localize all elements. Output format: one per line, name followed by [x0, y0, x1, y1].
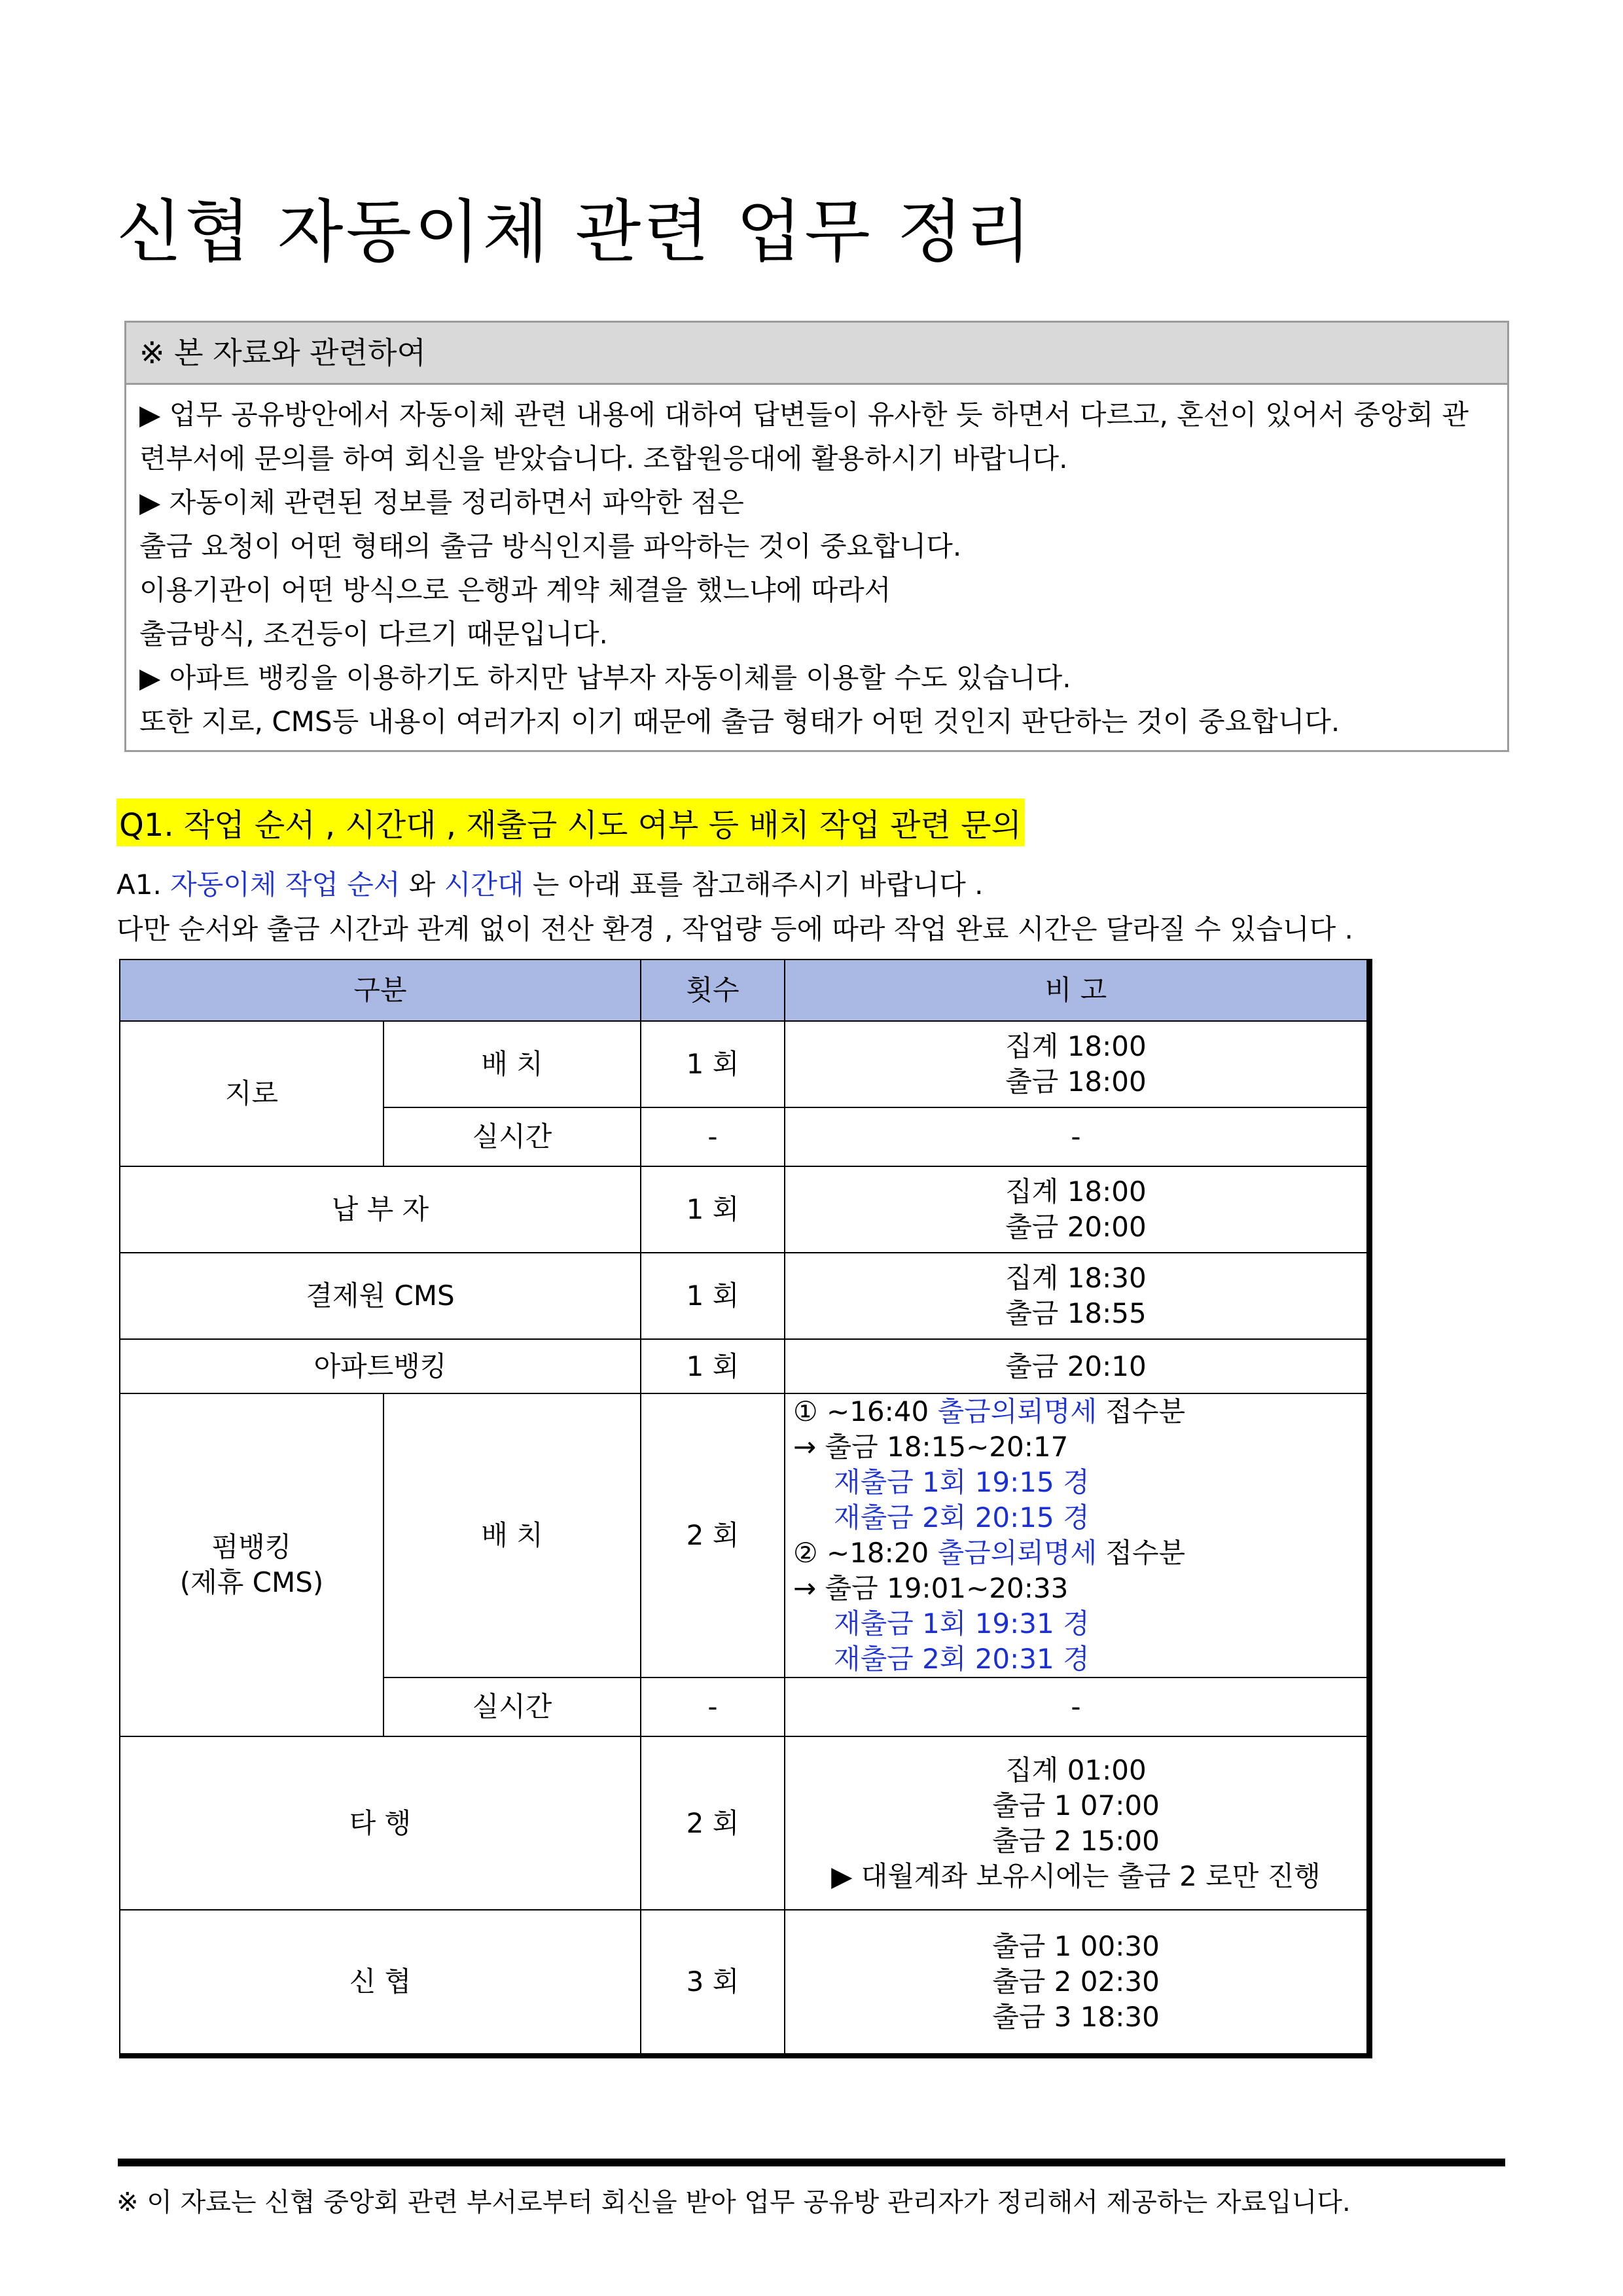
footer-note: ※ 이 자료는 신협 중앙회 관련 부서로부터 회신을 받아 업무 공유방 관리자가 정리해서 제공하는 자료입니다.: [116, 2187, 1351, 2217]
note-line: ▶ 대월계좌 보유시에는 출금 2 로만 진행: [831, 1859, 1321, 1892]
apt-count: 1 회: [641, 1339, 785, 1393]
table-row: [120, 1736, 1367, 1910]
note-line: 재출금 1회 19:31 경: [834, 1607, 1090, 1640]
notice-line: 또한 지로, CMS등 내용이 여러가지 이기 때문에 출금 형태가 어떤 것인지 판단하는 것이 중요합니다.: [139, 706, 1340, 738]
notice-line: ▶ 자동이체 관련된 정보를 정리하면서 파악한 점은: [139, 486, 744, 518]
firm-batch-count: 2 회: [641, 1393, 785, 1677]
tahaeng-note: [785, 1736, 1367, 1910]
header-note: 비 고: [785, 960, 1367, 1021]
answer-mid: 와: [400, 869, 444, 901]
note-line: 출금 3 18:30: [992, 2001, 1160, 2033]
note-line: 재출금 2회 20:15 경: [834, 1501, 1090, 1534]
footer-divider: [118, 2159, 1505, 2166]
firm-realtime-note: -: [785, 1677, 1367, 1736]
firm-realtime: 실시간: [383, 1677, 641, 1736]
schedule-table: [119, 959, 1368, 2054]
note-text: 접수분: [1097, 1395, 1186, 1427]
note-line: [793, 1535, 1366, 1571]
kyulje-label: 결제원 CMS: [120, 1253, 641, 1339]
notice-line: 출금방식, 조건등이 다르기 때문입니다.: [139, 618, 608, 650]
notice-box: [124, 321, 1509, 752]
note-highlight: 출금의뢰명세: [937, 1395, 1097, 1427]
note-line: 출금 1 00:30: [992, 1930, 1160, 1962]
tahaeng-count: 2 회: [641, 1736, 785, 1910]
table-shadow-right: [1368, 959, 1372, 2058]
header-count: 횟수: [641, 960, 785, 1021]
notice-line: ▶ 업무 공유방안에서 자동이체 관련 내용에 대하여 답변들이 유사한 듯 하면서 다르고, 혼선이 있어서 중앙회 관련부서에 문의를 하여 회신을 받았습니다. 조합원응대에 활용하시기 바랍니다.: [139, 399, 1469, 475]
table-header-row: [120, 960, 1367, 1021]
note-line: 출금 20:00: [1005, 1211, 1147, 1243]
answer-prefix: A1.: [116, 869, 171, 901]
note-text: 접수분: [1097, 1537, 1186, 1569]
table-row: [120, 1393, 1367, 1677]
notice-line: 이용기관이 어떤 방식으로 은행과 계약 체결을 했느냐에 따라서: [139, 574, 891, 606]
giro-realtime-count: -: [641, 1107, 785, 1166]
note-line: 출금 1 07:00: [992, 1789, 1160, 1821]
note-line: 재출금 1회 19:15 경: [834, 1466, 1090, 1498]
firm-label-line: 펌뱅킹: [211, 1531, 292, 1563]
answer-line-2: 다만 순서와 출금 시간과 관계 없이 전산 환경 , 작업량 등에 따라 작업 완료 시간은 달라질 수 있습니다 .: [116, 913, 1353, 945]
note-line: 집계 18:00: [1005, 1175, 1147, 1208]
note-line: → 출금 19:01~20:33: [793, 1572, 1069, 1604]
shinhyup-count: 3 회: [641, 1910, 785, 2054]
table-row: [120, 1253, 1367, 1339]
giro-batch-count: 1 회: [641, 1021, 785, 1107]
shinhyup-note: [785, 1910, 1367, 2054]
firm-realtime-count: -: [641, 1677, 785, 1736]
shinhyup-label: 신 협: [120, 1910, 641, 2054]
notice-heading: ※ 본 자료와 관련하여: [126, 323, 1507, 385]
kyulje-note: [785, 1253, 1367, 1339]
answer-text: [116, 863, 1353, 952]
answer-line-1: [116, 863, 1353, 907]
giro-realtime-note: -: [785, 1107, 1367, 1166]
firm-label-line: (제휴 CMS): [179, 1566, 324, 1598]
note-line: 집계 01:00: [1005, 1753, 1147, 1786]
napbuja-count: 1 회: [641, 1166, 785, 1253]
page-title: 신협 자동이체 관련 업무 정리: [116, 192, 1034, 272]
note-line: → 출금 18:15~20:17: [793, 1431, 1069, 1463]
notice-line: ▶ 아파트 뱅킹을 이용하기도 하지만 납부자 자동이체를 이용할 수도 있습니다.: [139, 662, 1071, 694]
table-row: [120, 1021, 1367, 1107]
firm-batch-note: [785, 1393, 1367, 1677]
firm-label: [120, 1393, 383, 1736]
kyulje-count: 1 회: [641, 1253, 785, 1339]
question-heading: Q1. 작업 순서 , 시간대 , 재출금 시도 여부 등 배치 작업 관련 문의: [116, 798, 1024, 846]
answer-highlight-time: 시간대: [444, 869, 524, 901]
notice-body: [126, 385, 1507, 750]
note-line: 출금 2 02:30: [992, 1965, 1160, 1998]
note-line: 출금 2 15:00: [992, 1824, 1160, 1857]
note-line: 집계 18:00: [1005, 1030, 1147, 1062]
note-text: ① ~16:40: [793, 1395, 938, 1427]
notice-line: 출금 요청이 어떤 형태의 출금 방식인지를 파악하는 것이 중요합니다.: [139, 530, 962, 562]
note-line: 출금 18:55: [1005, 1297, 1147, 1329]
giro-batch: 배 치: [383, 1021, 641, 1107]
table-row: [120, 1166, 1367, 1253]
firm-batch: 배 치: [383, 1393, 641, 1677]
giro-batch-note: [785, 1021, 1367, 1107]
tahaeng-label: 타 행: [120, 1736, 641, 1910]
answer-suffix: 는 아래 표를 참고해주시기 바랍니다 .: [524, 869, 984, 901]
note-line: [793, 1394, 1366, 1429]
note-line: 출금 18:00: [1005, 1066, 1147, 1098]
apt-label: 아파트뱅킹: [120, 1339, 641, 1393]
note-highlight: 출금의뢰명세: [937, 1537, 1097, 1569]
napbuja-label: 납 부 자: [120, 1166, 641, 1253]
apt-note: 출금 20:10: [785, 1339, 1367, 1393]
napbuja-note: [785, 1166, 1367, 1253]
table-row: [120, 1910, 1367, 2054]
giro-label: 지로: [120, 1021, 383, 1166]
note-line: 집계 18:30: [1005, 1262, 1147, 1294]
note-text: ② ~18:20: [793, 1537, 938, 1569]
table-row: [120, 1339, 1367, 1393]
header-category: 구분: [120, 960, 641, 1021]
giro-realtime: 실시간: [383, 1107, 641, 1166]
note-line: 재출금 2회 20:31 경: [834, 1643, 1090, 1675]
answer-highlight-order: 자동이체 작업 순서: [170, 869, 401, 901]
